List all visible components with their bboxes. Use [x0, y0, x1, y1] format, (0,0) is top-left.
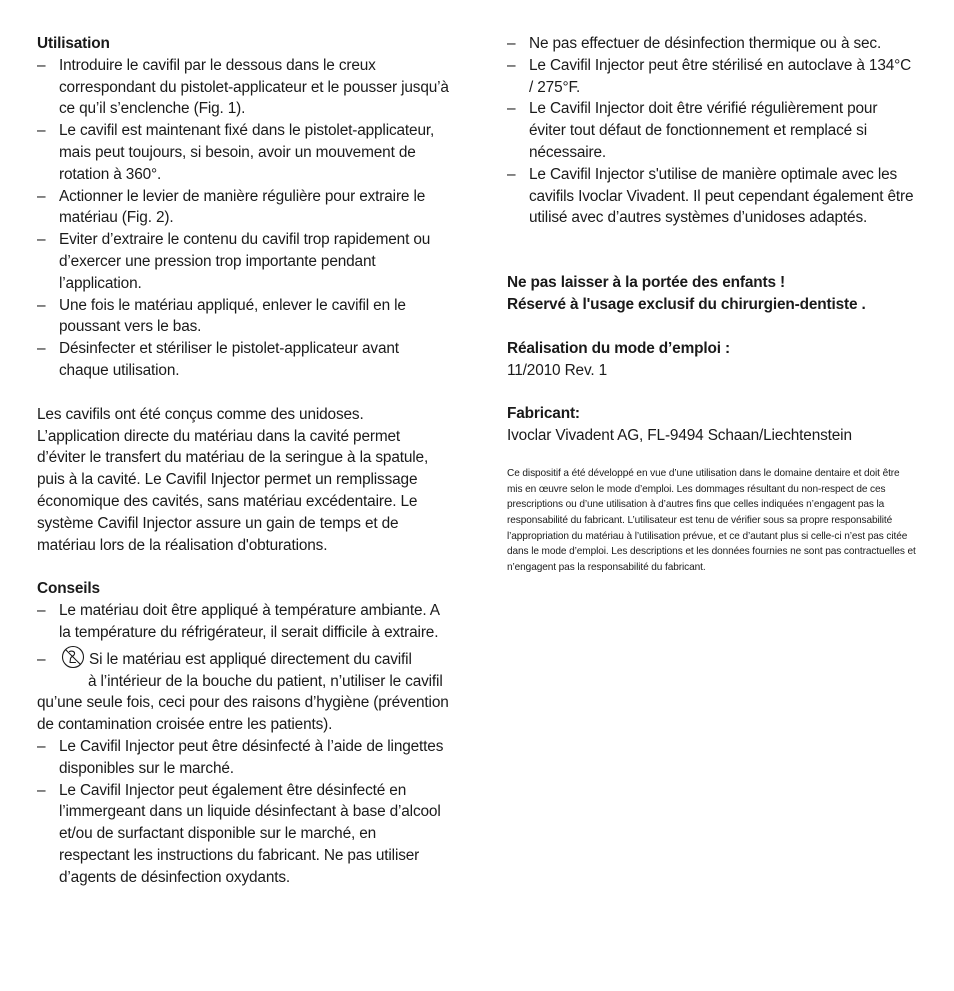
- right-list: [507, 33, 917, 229]
- utilisation-heading: Utilisation: [37, 35, 110, 52]
- list-item: [37, 55, 449, 120]
- fabricant-value: Ivoclar Vivadent AG, FL-9494 Schaan/Liechtenstein: [507, 427, 852, 445]
- list-item-text: Eviter d’extraire le contenu du cavifil trop rapidement ou d’exercer une pression trop importante pendant l’application.: [59, 231, 431, 292]
- right-column: [507, 33, 917, 576]
- dash: –: [37, 602, 46, 620]
- dash: –: [507, 35, 516, 52]
- dash: –: [37, 231, 46, 249]
- list-item-text: Actionner le levier de manière régulière pour extraire le matériau (Fig. 2).: [59, 187, 426, 227]
- list-item: [507, 55, 917, 99]
- list-item: [507, 33, 917, 55]
- list-item-text: Le Cavifil Injector doit être vérifié régulièrement pour éviter tout défaut de fonctionnement et remplacé si nécessaire.: [529, 100, 878, 161]
- warning-dentist-only: Réservé à l'usage exclusif du chirurgien-dentiste .: [507, 295, 866, 313]
- list-item-text: Ne pas effectuer de désinfection thermique ou à sec.: [529, 35, 882, 52]
- dash: –: [37, 340, 46, 358]
- realisation-value: 11/2010 Rev. 1: [507, 361, 608, 379]
- list-item: [507, 164, 917, 229]
- list-item-text: Si le matériau est appliqué directement du cavifil: [89, 650, 412, 668]
- intro-paragraph: Les cavifils ont été conçus comme des unidoses. L’application directe du matériau dans la cavité permet d’éviter le transfert du matériau de la seringue à la spatule, puis à la cavité. Le Cavifil Injector permet un remplissage économique des cavités, sans matériau excédentaire. Le système Cavifil Injector assure un gain de temps et de matériau lors de la réalisation d'obturations.: [37, 405, 429, 554]
- list-item: [507, 98, 917, 163]
- list-item: [37, 600, 449, 644]
- list-item-text: Introduire le cavifil par le dessous dans le creux correspondant du pistolet-applicateur et le pousser jusqu’à ce qu’il s’enclenche (Fig. 1).: [59, 56, 449, 118]
- list-item: [37, 229, 449, 294]
- list-item-text: Le cavifil est maintenant fixé dans le pistolet-applicateur, mais peut toujours, si besoin, avoir un mouvement de rotation à 360°.: [59, 122, 435, 183]
- dash: –: [507, 56, 516, 74]
- list-item-text: Désinfecter et stériliser le pistolet-applicateur avant chaque utilisation.: [59, 340, 399, 379]
- list-item: [37, 120, 449, 185]
- dash: –: [37, 122, 46, 140]
- list-item: [37, 186, 449, 230]
- single-use-icon: [61, 644, 85, 670]
- list-item-text: Le Cavifil Injector peut également être désinfecté en l’immergeant dans un liquide désinfectant à base d’alcool et/ou de surfactant disponible sur le marché, en respectant les instructions du fabricant. Ne pas utiliser d’agents de désinfection oxydants.: [59, 781, 441, 886]
- dash: –: [37, 650, 46, 668]
- realisation-heading: Réalisation du mode d’emploi :: [507, 339, 730, 357]
- left-column: [37, 33, 449, 888]
- list-item-text: Le matériau doit être appliqué à température ambiante. A la température du réfrigérateur, il serait difficile à extraire.: [59, 602, 440, 641]
- utilisation-list: [37, 55, 449, 382]
- disclaimer: Ce dispositif a été développé en vue d’une utilisation dans le domaine dentaire et doit être mis en œuvre selon le mode d’emploi. Les dommages résultant du non-respect de ces prescriptions ou d’une utilisation à d’autres fins que celles indiquées n’engagent pas la responsabilité du fabricant. L’utilisateur est tenu de vérifier sous sa propre responsabilité l’appropriation du matériau à l’utilisation prévue, et ce d’autant plus si celle-ci n’est pas citée dans le mode d’emploi. Les descriptions et les données fournies ne sont pas contractuelles et n’engagent pas la responsabilité du fabricant.: [507, 467, 916, 574]
- list-item-text: Le Cavifil Injector s'utilise de manière optimale avec les cavifils Ivoclar Vivadent. Il peut cependant également être utilisé avec d’autres systèmes d’unidoses adaptés.: [529, 165, 914, 227]
- fabricant-heading: Fabricant:: [507, 405, 580, 423]
- list-item-text: Le Cavifil Injector peut être désinfecté à l’aide de lingettes disponibles sur le marché.: [59, 737, 444, 777]
- dash: –: [37, 781, 46, 799]
- dash: –: [37, 296, 46, 314]
- warning-children: Ne pas laisser à la portée des enfants !: [507, 274, 785, 292]
- list-item-text: Le Cavifil Injector peut être stérilisé en autoclave à 134°C / 275°F.: [529, 56, 912, 96]
- conseils-heading: Conseils: [37, 580, 100, 598]
- list-item: [37, 295, 449, 339]
- list-item-text: à l’intérieur de la bouche du patient, n’utiliser le cavifil qu’une seule fois, ceci pour des raisons d’hygiène (prévention de contamination croisée entre les patients).: [37, 672, 449, 734]
- dash: –: [37, 737, 46, 755]
- conseils-list: [37, 600, 449, 888]
- dash: –: [507, 165, 516, 183]
- list-item-text: Une fois le matériau appliqué, enlever le cavifil en le poussant vers le bas.: [59, 296, 406, 336]
- dash: –: [37, 187, 46, 205]
- list-item: [37, 338, 449, 382]
- list-item: [37, 644, 449, 736]
- list-item: [37, 780, 449, 889]
- list-item: [37, 736, 449, 780]
- dash: –: [507, 100, 516, 118]
- dash: –: [37, 56, 46, 74]
